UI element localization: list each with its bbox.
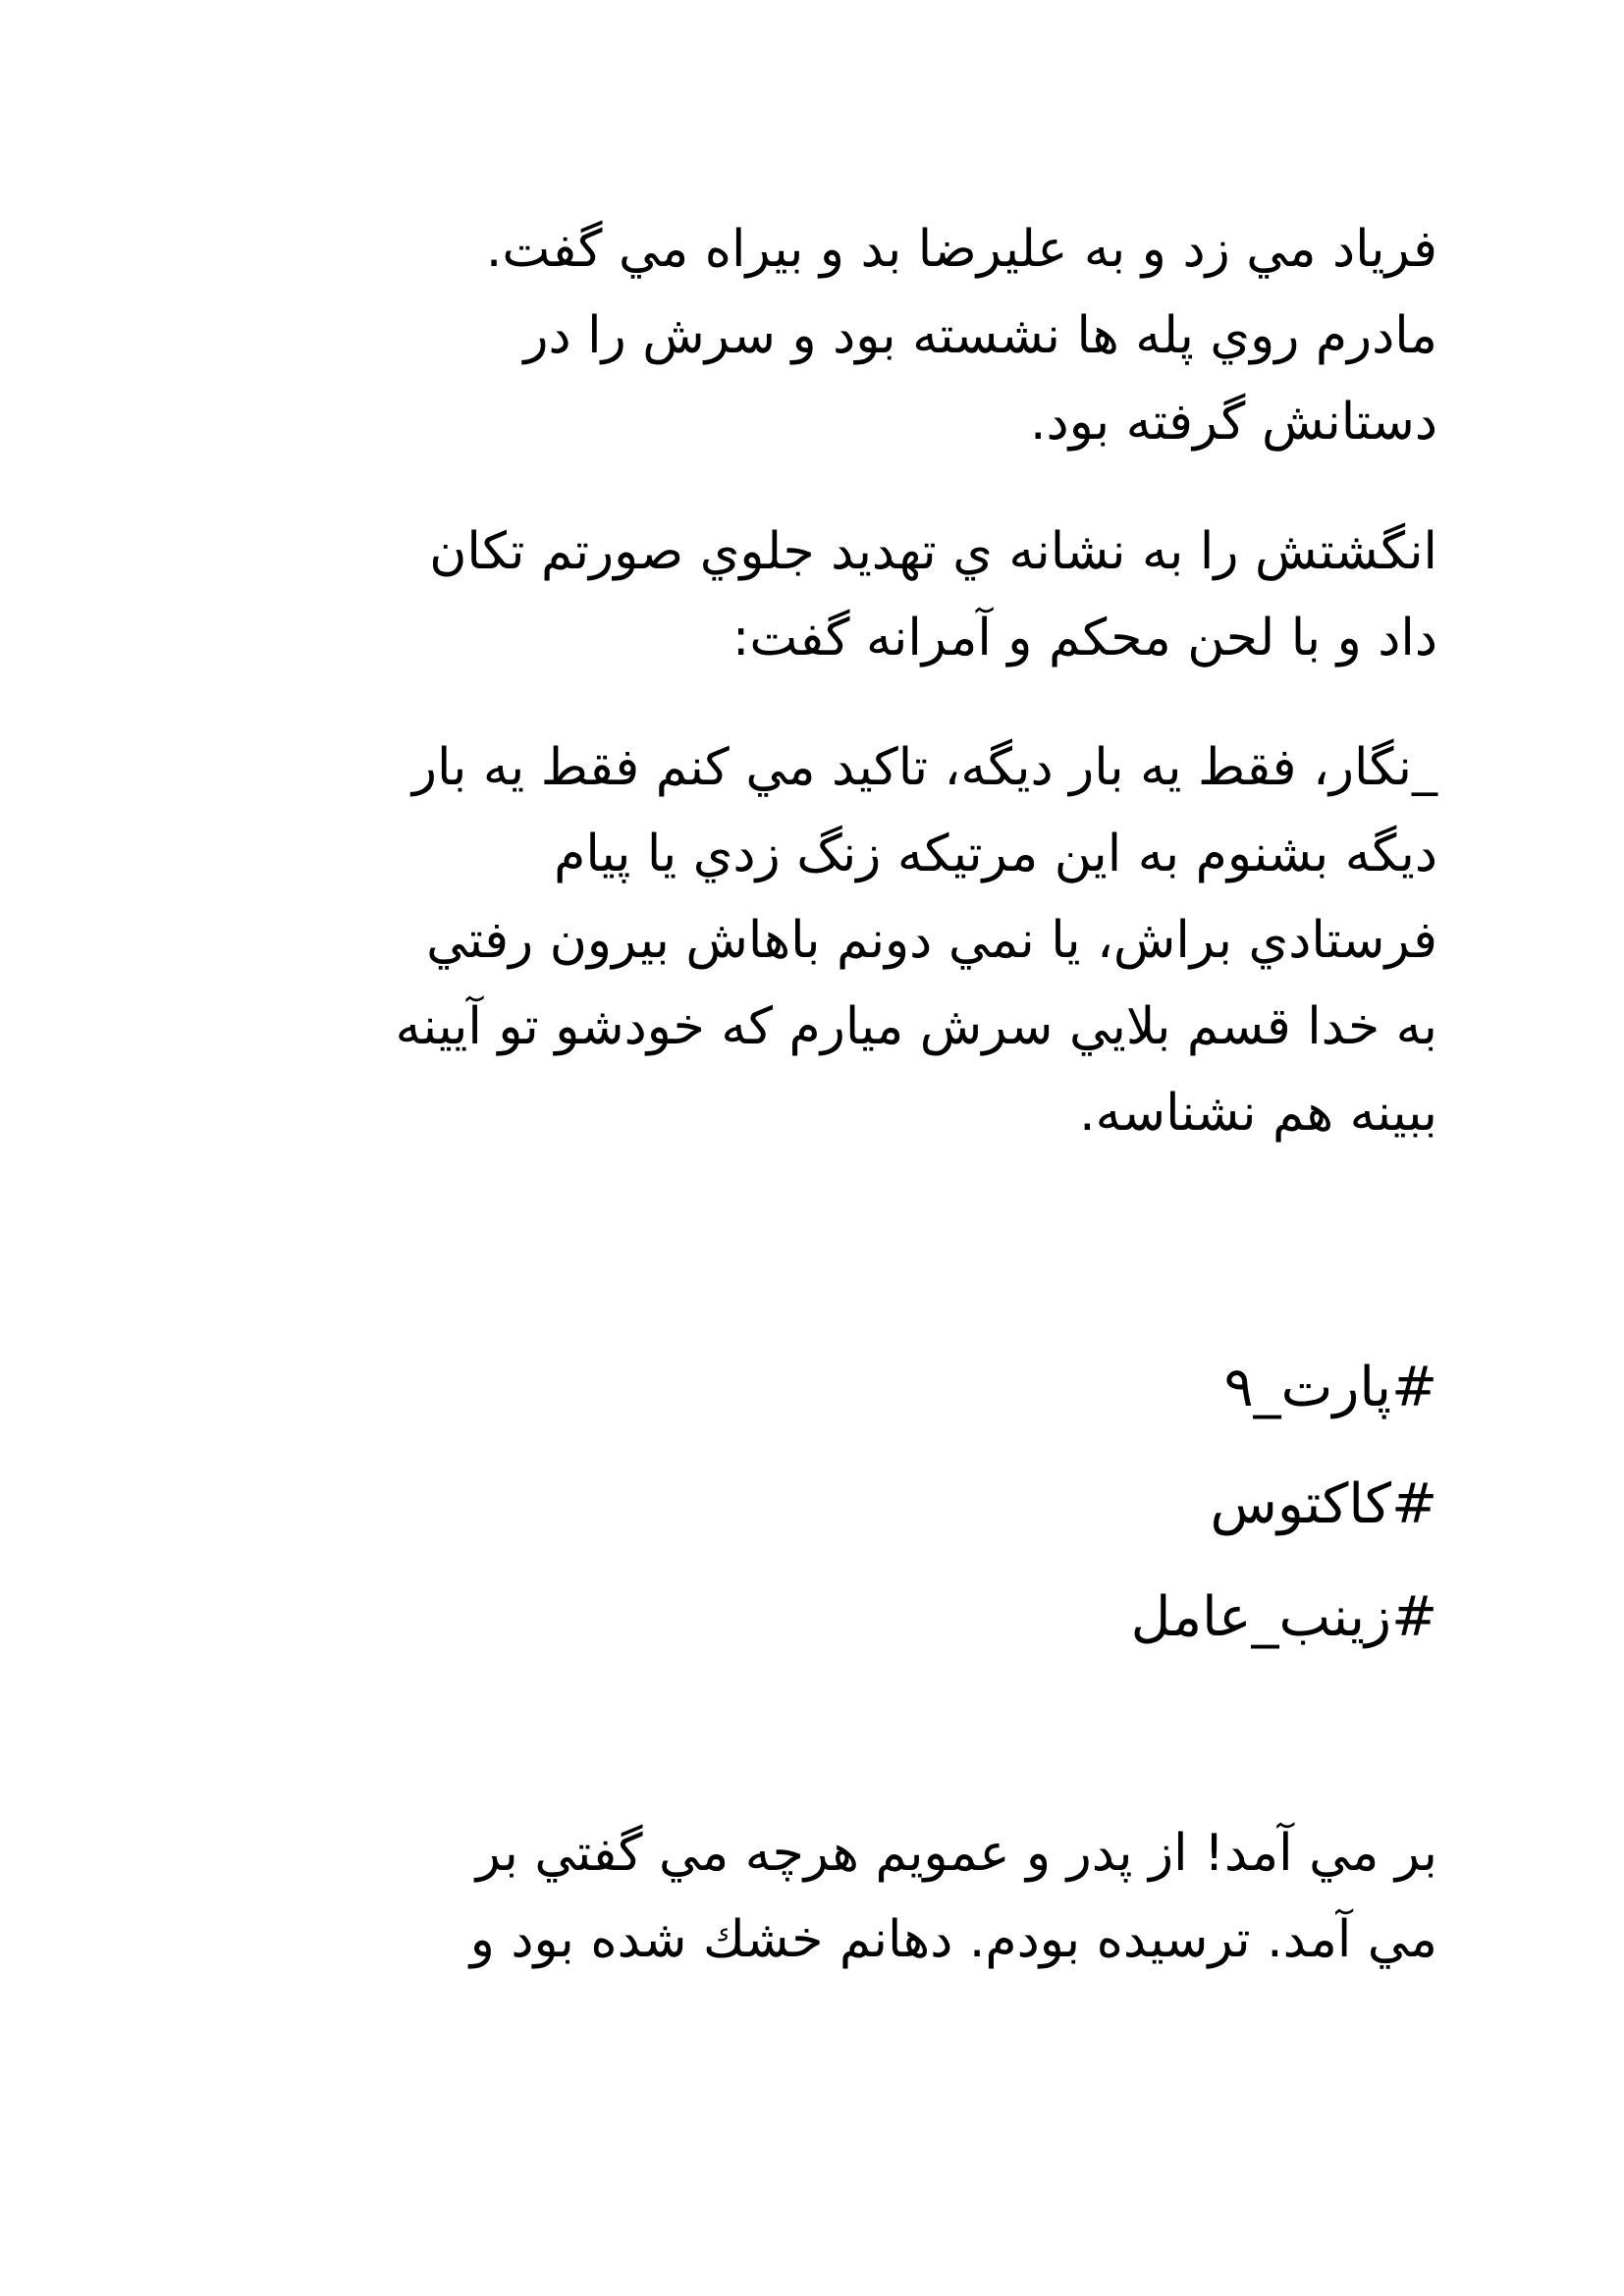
paragraph-line: انگشتش را به نشانه ي تهديد جلوي صورتم تكان <box>429 522 1437 581</box>
paragraph-line: فرياد مي زد و به عليرضا بد و بيراه مي گفت. <box>485 220 1437 279</box>
paragraph-line: مادرم روي پله ها نشسته بود و سرش را در <box>523 306 1437 365</box>
hashtag-part: #پارت_۹ <box>1223 1356 1437 1419</box>
paragraph-line: ببينه هم نشناسه. <box>1079 1084 1437 1143</box>
paragraph-line: _نگار، فقط يه بار ديگه، تاكيد مي كنم فقط يه بار <box>411 738 1437 797</box>
hashtag-author: #زينب_عامل <box>1130 1585 1437 1649</box>
paragraph-line: مي آمد. ترسيده بودم. دهانم خشك شده بود و <box>469 1910 1437 1969</box>
paragraph-line: دستانش گرفته بود. <box>1030 393 1437 452</box>
hashtag-title: #كاكتوس <box>1210 1472 1437 1536</box>
paragraph-line: داد و با لحن محكم و آمرانه گفت: <box>731 609 1437 667</box>
paragraph-line: ديگه بشنوم به اين مرتيكه زنگ زدي يا پيام <box>554 825 1437 883</box>
paragraph-line: بر مي آمد! از پدر و عمويم هرچه مي گفتي بر <box>475 1824 1437 1883</box>
paragraph-line: به خدا قسم بلايي سرش ميارم كه خودشو تو آيينه <box>395 997 1437 1056</box>
paragraph-line: فرستادي براش، يا نمي دونم باهاش بيرون رفتي <box>426 911 1437 970</box>
